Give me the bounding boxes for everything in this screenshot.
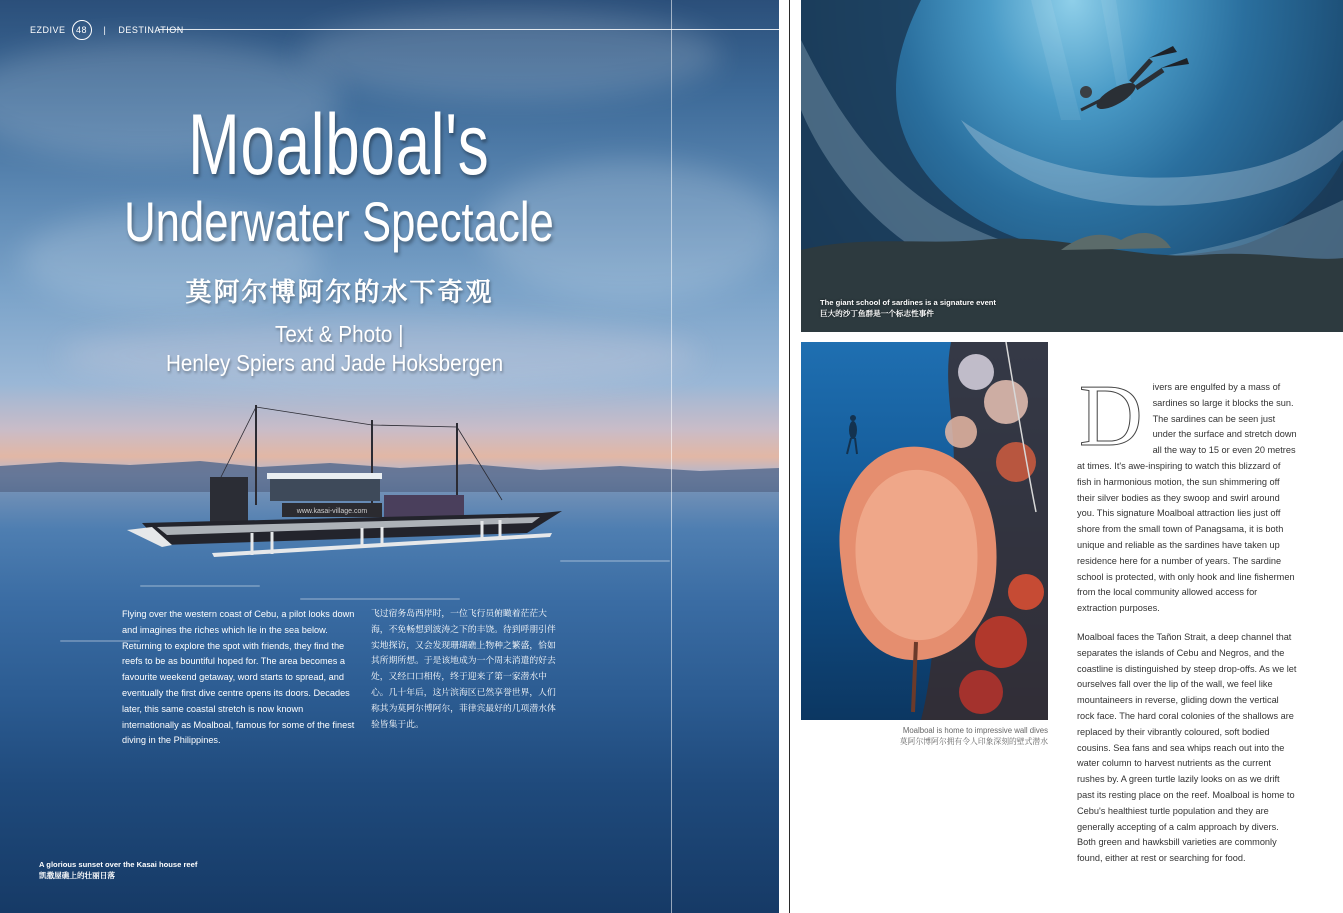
cloud <box>300 10 720 100</box>
coral-wall-photo <box>801 342 1048 720</box>
sardine-school-photo <box>801 0 1343 332</box>
credit-label: Text & Photo | <box>274 321 404 347</box>
page-gutter-line <box>789 0 790 913</box>
sardine-school-illustration <box>801 0 1343 332</box>
freediver-figure <box>1080 46 1189 114</box>
article-title-line1: Moalboal's <box>188 97 490 193</box>
header-rule <box>158 29 779 30</box>
intro-english: Flying over the western coast of Cebu, a pilot looks down and imagines the riches which lie in the sea below. Returning to explore the spot with friends, they find the reefs to be as bountiful hoped for. The area becomes a favourite weekend getaway, word starts to spread, and eventually the first dive centre opens its doors. Decades later, this same coastal stretch is now known internationally as Moalboal, famous for some of the finest diving in the Philippines. <box>122 609 355 746</box>
caption-wall-dives-cn: 莫阿尔博阿尔拥有令人印象深刻的壁式潜水 <box>899 736 1048 746</box>
center-rule <box>671 0 672 913</box>
article-paragraph-2: Moalboal faces the Tañon Strait, a deep channel that separates the islands of Cebu and Negros, and the coastline is distinguished by steep drop-offs. As we let ourselves fall over the lip of the wall, we feel like mountaineers in reverse, gliding down the vertical rock face. The hard coral colonies of the shallows are replaced by their vibrantly coloured, soft bodied cousins. Sea fans and sea whips reach out into the water column to harvest nutrients as the current rushes by. A green turtle lazily looks on as we drift past its resting place on the reef. Moalboal is home to Cebu's healthiest turtle population and they are generally accepting of a calm approach by divers. Both green and hawksbill varieties are commonly found, either at rest or searching for food. <box>1077 631 1297 864</box>
water-glint <box>140 585 260 587</box>
caption-sunset-en: A glorious sunset over the Kasai house reef <box>39 860 198 869</box>
article-title-line2: Underwater Spectacle <box>124 190 554 253</box>
caption-wall-dives <box>801 726 1048 747</box>
caption-sunset-cn: 凯撒屋礁上的壮丽日落 <box>39 871 115 880</box>
caption-sardines-cn: 巨大的沙丁鱼群是一个标志性事件 <box>820 309 934 318</box>
water-glint <box>300 598 460 600</box>
page-number: 48 <box>72 20 92 40</box>
wall-diver-figure <box>847 415 857 454</box>
article-paragraph-1 <box>1077 368 1297 617</box>
caption-sardines-en: The giant school of sardines is a signature event <box>820 298 996 307</box>
boat-banner-text: www.kasai-village.com <box>296 508 368 515</box>
magazine-brand: EZDIVE <box>30 25 66 35</box>
drop-cap: D <box>1079 368 1143 465</box>
outrigger-boat <box>122 395 582 570</box>
caption-wall-dives-en: Moalboal is home to impressive wall dives <box>902 726 1048 735</box>
section-label: DESTINATION <box>118 25 184 35</box>
article-body <box>1077 368 1297 880</box>
header-divider: | <box>103 25 107 35</box>
caption-sunset <box>39 859 197 881</box>
caption-sardines <box>820 297 996 319</box>
coral-wall-illustration <box>801 342 1048 720</box>
article-title-chinese: 莫阿尔博阿尔的水下奇观 <box>185 278 494 308</box>
page-header <box>30 20 184 40</box>
credit-names: Henley Spiers and Jade Hoksbergen <box>165 350 504 376</box>
paragraph-1-text: ivers are engulfed by a mass of sardines so large it blocks the sun. The sardines can be seen just under the surface and stretch down all the way to 15 or even 20 metres at times. It's awe-inspiring to watch this blizzard of fish in harmonious motion, the sun shimmering off their silver bodies as they swoop and swirl around you. This signature Moalboal attraction lies just off shore from the small town of Panagsama, it is both unique and reliable as the sardines have taken up residence here for a number of years. The sardine school is protected, with only hook and line fishermen from the local community allowed access for extraction purposes. <box>1077 382 1297 614</box>
intro-chinese: 飞过宿务岛西岸时，一位飞行员俯瞰着茫茫大海，不免畅想到波涛之下的丰饶。待到呼朋引伴实地探访，又会发现珊瑚礁上物种之繁盛，恰如其所期所想。于是该地成为一个周末消遣的好去处，又经口口相传，终于迎来了第一家潜水中心。几十年后，这片滨海区已然享誉世界，人们称其为莫阿尔博阿尔，菲律宾最好的几项潜水体验皆集于此。 <box>371 609 556 730</box>
